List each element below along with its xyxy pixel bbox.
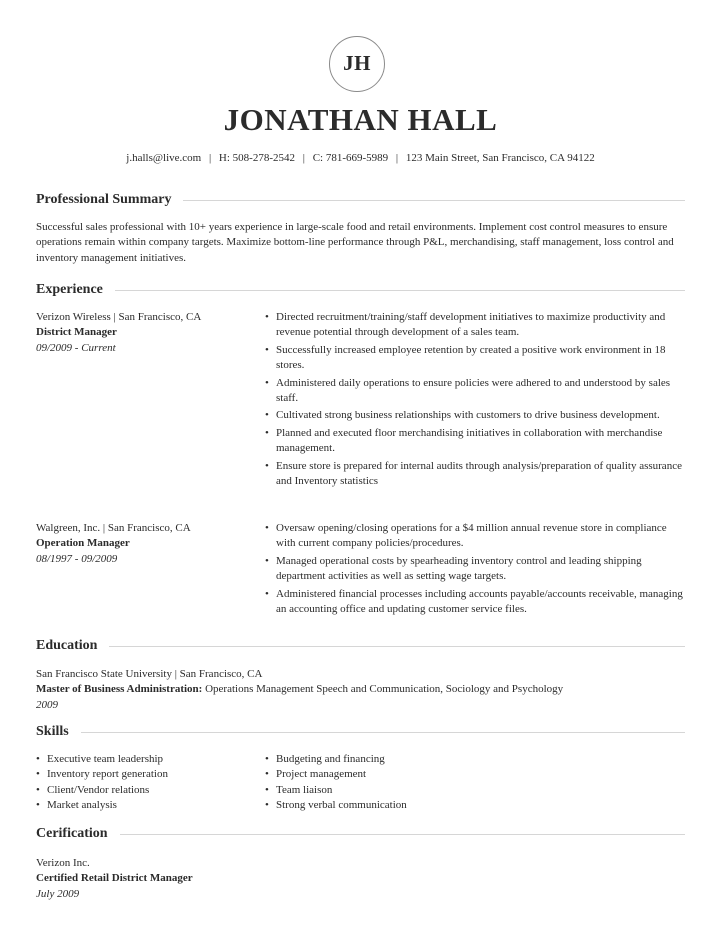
contact-separator: |	[395, 152, 399, 164]
section-divider	[109, 646, 685, 647]
job-duties	[265, 521, 685, 619]
job-bullet: • Administered daily operations to ensure policies were adhered to and understood by sales staff.	[265, 376, 685, 407]
certification-date: July 2009	[36, 887, 80, 900]
education-entry	[36, 667, 685, 713]
job-bullet: • Planned and executed floor merchandising initiatives in collaboration with merchandise management.	[265, 426, 685, 457]
job-duties	[265, 310, 685, 491]
skills-list	[265, 752, 485, 814]
summary-text: Successful sales professional with 10+ years experience in large-scale food and retail environments. Implement cost control measures to ensure operations remain within company targets. Maximize bottom-line performance through P&L, merchandising, staff management, loss control and inventory management initiatives.	[36, 221, 674, 264]
job-role: Operation Manager	[36, 537, 130, 550]
skill-item: • Team liaison	[265, 783, 485, 798]
certification-entry	[36, 856, 685, 902]
section-divider	[120, 834, 685, 835]
job-meta	[36, 521, 261, 567]
skill-item: • Strong verbal communication	[265, 798, 485, 813]
education-school: San Francisco State University | San Francisco, CA	[36, 668, 263, 680]
skill-item: • Market analysis	[36, 798, 256, 813]
job-bullet-list	[265, 521, 685, 617]
section-divider	[183, 200, 685, 201]
contact-address: 123 Main Street, San Francisco, CA 94122	[405, 152, 595, 164]
summary-title: Professional Summary	[36, 192, 172, 208]
section-divider	[115, 290, 685, 291]
contact-email[interactable]: j.halls@live.com	[126, 152, 202, 164]
skills-list	[36, 752, 256, 814]
monogram-badge	[329, 36, 385, 92]
candidate-name: JONATHAN HALL	[223, 102, 498, 137]
skill-item: • Budgeting and financing	[265, 752, 485, 767]
certification-title: Cerification	[36, 826, 108, 842]
certification-heading	[36, 824, 685, 844]
skills-title: Skills	[36, 724, 69, 740]
job-bullet: • Oversaw opening/closing operations for a $4 million annual revenue store in compliance with current company policies/procedures.	[265, 521, 685, 552]
education-title: Education	[36, 638, 98, 654]
summary-heading	[36, 190, 685, 210]
skill-item: • Executive team leadership	[36, 752, 256, 767]
job-company: Verizon Wireless | San Francisco, CA	[36, 311, 202, 323]
contact-home-phone: H: 508-278-2542	[218, 152, 295, 164]
job-dates: 09/2009 - Current	[36, 341, 116, 354]
job-bullet: • Ensure store is prepared for internal audits through analysis/preparation of quality assurance and Inventory statistics	[265, 459, 685, 490]
job-company: Walgreen, Inc. | San Francisco, CA	[36, 522, 191, 534]
job-dates: 08/1997 - 09/2009	[36, 552, 118, 565]
skill-item: • Inventory report generation	[36, 767, 256, 782]
monogram-initials: JH	[343, 51, 371, 76]
job-role: District Manager	[36, 326, 117, 339]
skills-heading	[36, 722, 685, 742]
skill-item: • Client/Vendor relations	[36, 783, 256, 798]
job-bullet: • Cultivated strong business relationships with customers to drive business development.	[265, 408, 685, 423]
skill-item: • Project management	[265, 767, 485, 782]
certification-issuer: Verizon Inc.	[36, 857, 90, 869]
contact-line	[36, 150, 685, 166]
education-heading	[36, 636, 685, 656]
job-bullet: • Managed operational costs by spearheading inventory control and leading shipping department activities as well as setting wage targets.	[265, 554, 685, 585]
section-divider	[81, 732, 685, 733]
contact-separator: |	[208, 152, 212, 164]
job-meta	[36, 310, 261, 356]
education-field: Operations Management Speech and Communication, Sociology and Psychology	[205, 683, 564, 696]
education-year: 2009	[36, 698, 58, 711]
education-degree-line	[36, 682, 685, 697]
skills-column-1	[36, 752, 256, 814]
experience-title: Experience	[36, 282, 103, 298]
contact-cell-phone: C: 781-669-5989	[312, 152, 389, 164]
certification-name: Certified Retail District Manager	[36, 872, 193, 885]
job-bullet: • Successfully increased employee retention by created a positive work environment in 18 stores.	[265, 343, 685, 374]
job-bullet: • Administered financial processes including accounts payable/accounts receivable, managing an accounting office and updating customer service files.	[265, 587, 685, 618]
experience-heading	[36, 280, 685, 300]
skills-column-2	[265, 752, 485, 814]
contact-separator: |	[302, 152, 305, 164]
education-degree: Master of Business Administration:	[36, 683, 203, 696]
job-bullet: • Directed recruitment/training/staff development initiatives to maximize productivity and revenue potential through development of a sales team.	[265, 310, 685, 341]
job-bullet-list	[265, 310, 685, 489]
